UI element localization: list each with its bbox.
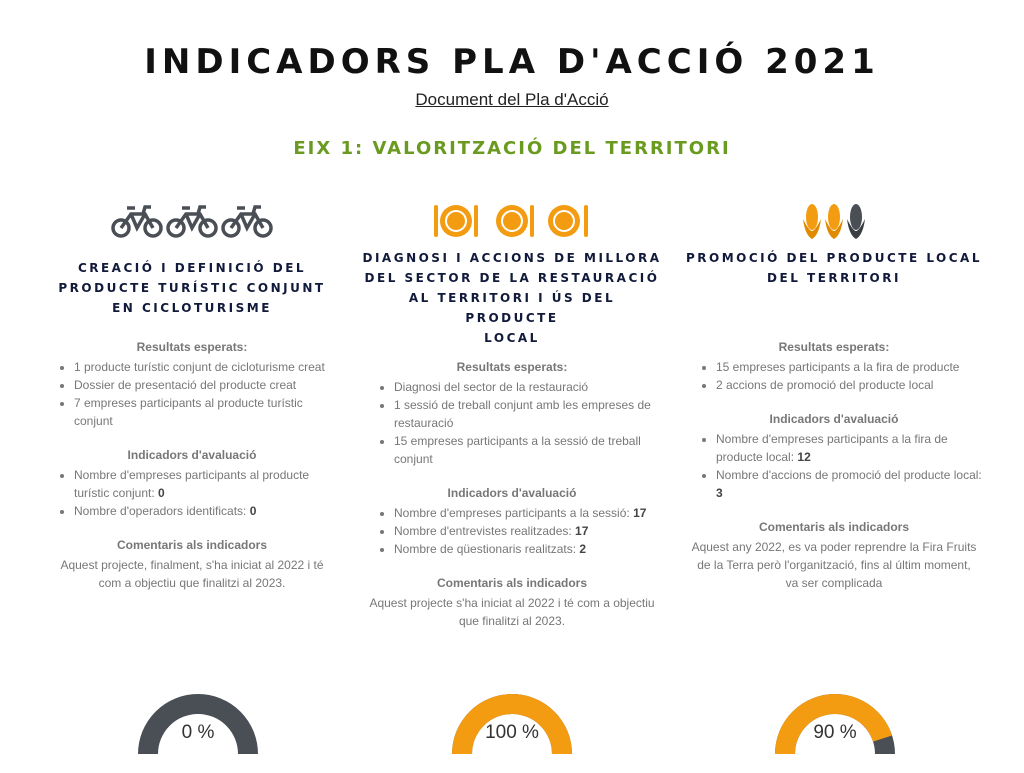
indicators-list [684, 430, 984, 502]
list-item: • Nombre d'entrevistes realitzades: 17 [394, 522, 662, 540]
list-item: • 7 empreses participants al producte turístic conjunt [74, 394, 342, 430]
corn-icon-group [684, 200, 984, 242]
results-heading: Resultats esperats: [778, 340, 890, 354]
comment-text: Aquest any 2022, es va poder reprendre la Fira Fruits de la Terra però l'organització, fins al últim moment, va ser complicada [691, 540, 977, 590]
gauge-value: 0 % [181, 722, 215, 743]
list-item: • Dossier de presentació del producte creat [74, 376, 342, 394]
column-restaurants [362, 200, 662, 630]
list-item: • Nombre d'empreses participants a la fira de producte local: 12 [716, 430, 984, 466]
list-item: • 1 producte turístic conjunt de cicloturisme creat [74, 358, 342, 376]
results-list [684, 358, 984, 394]
indicators-list [362, 504, 662, 558]
list-item: • 15 empreses participants a la fira de producte [716, 358, 984, 376]
results-list [42, 358, 342, 430]
comments-heading: Comentaris als indicadors [758, 520, 910, 534]
results-heading: Resultats esperats: [456, 360, 568, 374]
results-list [362, 378, 662, 468]
plate-cutlery-icon-group [362, 200, 662, 242]
indicators-list [42, 466, 342, 520]
progress-gauge-cycle [138, 688, 258, 768]
page-title: INDICADORS PLA D'ACCIÓ 2021 [144, 42, 880, 82]
results-heading: Resultats esperats: [136, 340, 248, 354]
list-item: • Nombre d'operadors identificats: 0 [74, 502, 342, 520]
comments-heading: Comentaris als indicadors [116, 538, 268, 552]
list-item: • Diagnosi del sector de la restauració [394, 378, 662, 396]
column-title: CREACIÓ I DEFINICIÓ DEL PRODUCTE TURÍSTIC CONJUNT EN CICLOTURISME [58, 261, 326, 315]
progress-gauge-local-product [775, 688, 895, 768]
list-item: • Nombre de qüestionaris realitzats: 2 [394, 540, 662, 558]
document-link[interactable]: Document del Pla d'Acció [415, 90, 609, 109]
indicators-heading: Indicadors d'avaluació [769, 412, 899, 426]
indicators-heading: Indicadors d'avaluació [447, 486, 577, 500]
comment-text: Aquest projecte s'ha iniciat al 2022 i té com a objectiu que finalitzi al 2023. [369, 596, 655, 628]
gauge-value: 90 % [813, 722, 857, 743]
column-local-product [684, 200, 984, 592]
list-item: • 2 accions de promoció del producte local [716, 376, 984, 394]
list-item: • Nombre d'accions de promoció del producte local: 3 [716, 466, 984, 502]
progress-gauge-restaurants [452, 688, 572, 768]
bicycle-icon-group [42, 200, 342, 242]
comments-heading: Comentaris als indicadors [436, 576, 588, 590]
gauge-value: 100 % [485, 722, 539, 743]
list-item: • Nombre d'empreses participants al producte turístic conjunt: 0 [74, 466, 342, 502]
list-item: • 1 sessió de treball conjunt amb les empreses de restauració [394, 396, 662, 432]
bicycle-icon [111, 202, 273, 240]
list-item: • Nombre d'empreses participants a la sessió: 17 [394, 504, 662, 522]
column-title: PROMOCIÓ DEL PRODUCTE LOCAL DEL TERRITORI [686, 251, 982, 285]
comment-text: Aquest projecte, finalment, s'ha iniciat al 2022 i té com a objectiu que finalitzi al 2023. [60, 558, 324, 590]
column-cycle-tourism [42, 200, 342, 592]
column-title: DIAGNOSI I ACCIONS DE MILLORA DEL SECTOR DE LA RESTAURACIÓ AL TERRITORI I ÚS DEL PRODUCTE LOCAL [362, 251, 662, 345]
list-item: • 15 empreses participants a la sessió de treball conjunt [394, 432, 662, 468]
axis-heading: EIX 1: VALORITZACIÓ DEL TERRITORI [293, 138, 731, 159]
indicators-heading: Indicadors d'avaluació [127, 448, 257, 462]
corn-icon [801, 201, 867, 241]
plate-cutlery-icon [434, 201, 590, 241]
